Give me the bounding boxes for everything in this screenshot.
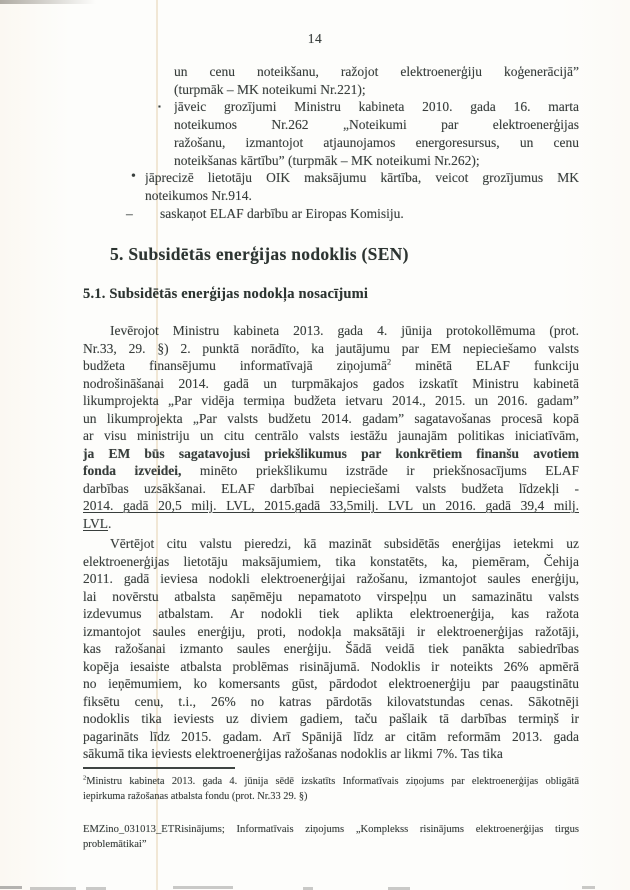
text-line: LVL.	[83, 515, 112, 531]
text-line: budžeta finansējumu informatīvajā ziņojumā$^2$ minētā ELAF funkciju	[83, 357, 579, 374]
text-line: nodrošināšanai 2014. gadā un turpmākajos gados izskatīt Ministru kabinetā	[83, 375, 579, 391]
dash-icon: –	[126, 205, 133, 221]
text-line: EMZino_031013_ETRisinājums; Informatīvais ziņojums „Komplekss risinājums elektroenerģijas tirgus	[83, 824, 579, 835]
text-line: elektroenerģijas lietotāju maksājumiem, tika konstatēts, ka, piemēram, Čehija	[83, 553, 579, 569]
page-number: 14	[307, 31, 323, 46]
text-line: likumprojekta „Par vidēja termiņa budžeta ietvaru 2014., 2015. un 2016. gadam”	[83, 393, 579, 409]
paragraph-foreign-experience	[83, 535, 579, 763]
list-item-square	[158, 98, 579, 169]
section-subheading: 5.1. Subsidētās enerģijas nodokļa nosacījumi	[83, 286, 369, 303]
text-line: pagarināts līdz 2015. gadam. Arī Spānijā līdz ar citām reformām 2013. gada	[83, 728, 579, 744]
square-item-text	[174, 98, 579, 169]
text-line: darbības uzsākšanai. ELAF darbībai nepieciešami valsts budžeta līdzekļi -	[83, 480, 579, 496]
text-line: Nr.33, 29. §) 2. punktā norādīto, ka jautājumu par EM nepieciešamo valsts	[83, 340, 579, 356]
text-line: fonda izveidei, minēto priekšlikumu izstrāde ir priekšnosacījums ELAF	[83, 463, 579, 479]
text-line: 2011. gadā ieviesa nodokli elektroenerģijai ražošanu, izmantojot saules enerģiju,	[83, 571, 579, 587]
text-line: un likumprojekta „Par valsts budžetu 2014. gadam” sagatavošanas procesā kopā	[83, 410, 579, 426]
square-bullet-icon: ▪	[158, 102, 161, 112]
text-line: 2014. gadā 20,5 milj. LVL, 2015.gadā 33,5milj. LVL un 2016. gadā 39,4 milj.	[83, 498, 579, 514]
scan-mark-bottom	[173, 886, 233, 889]
text-line: jāveic grozījumi Ministru kabineta 2010. gada 16. marta	[174, 99, 579, 115]
text-line: kas ražošanai izmanto saules enerģiju. Šādā veidā tiek panākta sabiedrības	[83, 641, 579, 657]
text-line: izmantojot saules enerģiju, proti, nodokļa maksātāji ir elektroenerģijas ražotāji,	[83, 623, 579, 639]
text-line: (turpmāk – MK noteikumi Nr.221);	[174, 81, 366, 97]
text-line: izdevumus atbalstam. Ar nodokli tiek aplikta elektroenerģija, kas ražota	[83, 606, 579, 622]
text-line: Ievērojot Ministru kabineta 2013. gada 4. jūnija protokollēmuma (prot.	[110, 323, 579, 339]
text-line: un cenu noteikšanu, ražojot elektroenerģiju koģenerācijā”	[174, 64, 579, 79]
text-line: nodoklis tika ieviests uz diviem gadiem, taču pašlaik tā darbības termiņš ir	[83, 711, 579, 727]
text-line: ja EM būs sagatavojusi priekšlikumus par konkrētiem finanšu avotiem	[83, 445, 579, 461]
text-line: noteikumos Nr.262 „Noteikumi par elektroenerģijas	[174, 117, 579, 133]
text-line: Vērtējot citu valstu pieredzi, kā mazināt subsidētās enerģijas ietekmi uz	[110, 536, 579, 552]
text-line: fiksētu cenu, t.i., 26% no katras pārdotās kilovatstundas cenas. Sākotnēji	[83, 693, 579, 709]
section-heading: 5. Subsidētās enerģijas nodoklis (SEN)	[110, 244, 409, 265]
text-line: problemātikai”	[83, 838, 147, 850]
text-line: noteikumos Nr.914.	[145, 187, 252, 203]
list-item-round	[131, 169, 579, 204]
text-line: kopēja iesaiste atbalsta problēmas risinājumā. Nodoklis ir noteikts 26% apmērā	[83, 658, 579, 674]
text-line: iepirkuma ražošanas atbalsta fondu (prot. Nr.33 29. §)	[83, 791, 308, 802]
text-line: ražošanu, izmantojot atjaunojamos energoresursus, un cenu	[174, 134, 579, 150]
document-footer	[83, 823, 579, 852]
scan-mark-bottom	[0, 886, 22, 889]
text-line: saskaņot ELAF darbību ar Eiropas Komisiju.	[160, 205, 404, 221]
footnote-divider	[83, 767, 235, 769]
list-item-continuation	[174, 63, 579, 98]
text-line: lai novērstu atbalsta saņēmēju nepamatoto virspeļņu un samazinātu valsts	[83, 588, 579, 604]
scan-smudge-top	[0, 0, 96, 4]
dash-item-text	[160, 205, 579, 223]
page-body	[83, 30, 579, 763]
scan-mark-bottom	[582, 886, 595, 889]
text-line: ar visu ministriju un citu centrālo valsts iestāžu jaunajām politikas iniciatīvām,	[83, 428, 579, 444]
bullet-list	[83, 63, 579, 222]
round-bullet-icon: •	[131, 169, 136, 185]
text-line: noteikšanas kārtību” (turpmāk – MK noteikumi Nr.262);	[174, 152, 480, 168]
round-item-text	[145, 169, 579, 204]
list-item-dash	[126, 205, 579, 223]
text-line: no ieņēmumiem, ko komersants gūst, pārdodot elektroenerģiju par paaugstinātu	[83, 676, 579, 692]
text-line: sākumā tika ieviests elektroenerģijas ražošanas nodoklis ar likmi 7%. Tas tika	[83, 746, 503, 762]
footnote	[83, 774, 579, 804]
text-line: $^2$Ministru kabineta 2013. gada 4. jūnija sēdē izskatīts Informatīvais ziņojums par elektroenerģijas obligātā	[83, 774, 579, 787]
text-line: jāprecizē lietotāju OIK maksājumu kārtība, veicot grozījumus MK	[145, 170, 579, 186]
paragraph-elaf-funding	[83, 322, 579, 532]
